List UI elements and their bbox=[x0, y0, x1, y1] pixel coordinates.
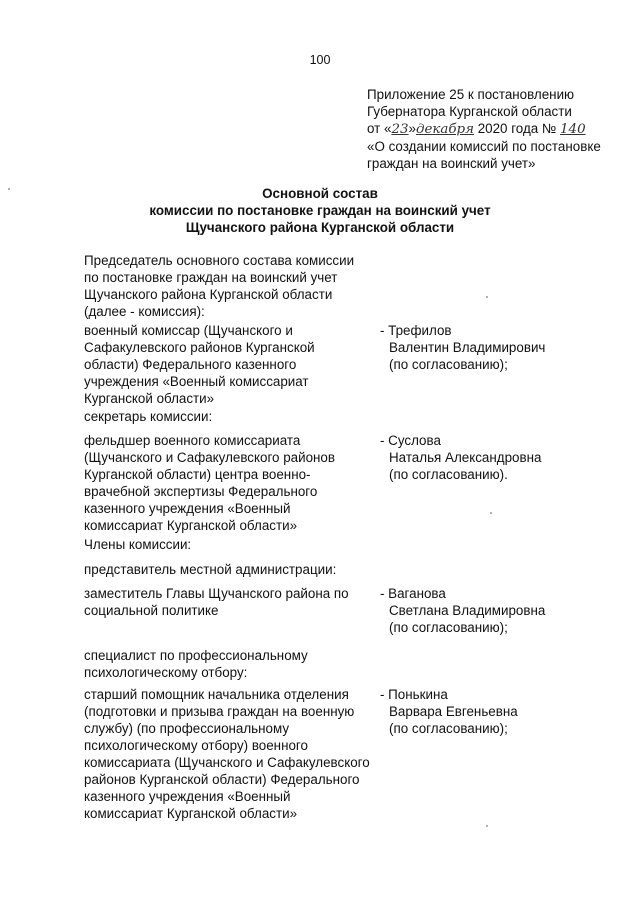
position-line: социальной политике bbox=[84, 603, 219, 618]
date-prefix: от « bbox=[367, 121, 392, 136]
position-line: комиссариата (Щучанского и Сафакулевского bbox=[84, 755, 370, 770]
document-title bbox=[0, 185, 640, 236]
position-line: старший помощник начальника отделения bbox=[84, 687, 349, 702]
chairman-heading-line: (далее - комиссия): bbox=[84, 304, 205, 319]
chairman-heading-line: по постановке граждан на воинский учет bbox=[84, 270, 338, 285]
member-name: Валентин Владимирович bbox=[389, 340, 546, 355]
member-note: (по согласованию). bbox=[389, 467, 508, 482]
psych-heading-line: специалист по профессиональному bbox=[84, 648, 308, 663]
member-surname: - Трефилов bbox=[380, 323, 452, 338]
appendix-line-2: Губернатора Курганской области bbox=[367, 104, 572, 119]
position-line: службу) (по профессиональному bbox=[84, 721, 290, 736]
title-line-2: комиссии по постановке граждан на воинский учет bbox=[149, 203, 491, 218]
member-note: (по согласованию); bbox=[389, 721, 508, 736]
chairman-heading-line: Председатель основного состава комиссии bbox=[84, 253, 355, 268]
position-line: врачебной экспертизы Федерального bbox=[84, 484, 318, 499]
member-position bbox=[84, 322, 369, 407]
chairman-heading-line: Щучанского района Курганской области bbox=[84, 287, 333, 302]
position-line: заместитель Главы Щучанского района по bbox=[84, 586, 349, 601]
member-name: Светлана Владимировна bbox=[389, 603, 546, 618]
member-position bbox=[84, 585, 369, 619]
member-surname: - Суслова bbox=[380, 433, 441, 448]
members-heading-text: Члены комиссии: bbox=[84, 537, 192, 552]
member-person bbox=[380, 585, 630, 636]
scan-speck bbox=[486, 296, 488, 298]
member-note: (по согласованию); bbox=[389, 620, 508, 635]
member-person bbox=[380, 322, 630, 373]
appendix-line-1: Приложение 25 к постановлению bbox=[367, 87, 575, 102]
local-admin-heading-text: представитель местной администрации: bbox=[84, 562, 337, 577]
position-line: фельдшер военного комиссариата bbox=[84, 433, 301, 448]
scan-speck bbox=[486, 825, 488, 827]
position-line: комиссариат Курганской области» bbox=[84, 518, 298, 533]
position-line: районов Курганской области) Федерального bbox=[84, 772, 360, 787]
position-line: Сафакулевского районов Курганской bbox=[84, 340, 315, 355]
scan-speck bbox=[490, 512, 492, 514]
position-line: психологическому отбору) военного bbox=[84, 738, 308, 753]
position-line: (Щучанского и Сафакулевского районов bbox=[84, 450, 335, 465]
appendix-line-4: «О создании комиссий по постановке bbox=[367, 139, 601, 154]
position-line: военный комиссар (Щучанского и bbox=[84, 323, 293, 338]
date-suffix: 2020 года № bbox=[473, 121, 561, 136]
position-line: Курганской области) центра военно- bbox=[84, 467, 311, 482]
member-surname: - Ваганова bbox=[380, 586, 446, 601]
member-person bbox=[380, 432, 630, 483]
title-line-1: Основной состав bbox=[262, 186, 378, 201]
appendix-line-5: граждан на воинский учет» bbox=[367, 156, 536, 171]
position-line: (подготовки и призыва граждан на военную bbox=[84, 704, 355, 719]
date-day: 23 bbox=[391, 122, 409, 137]
position-line: казенного учреждения «Военный bbox=[84, 501, 291, 516]
member-name: Наталья Александровна bbox=[389, 450, 542, 465]
position-line: комиссариат Курганской области» bbox=[84, 806, 298, 821]
position-line: области) Федерального казенного bbox=[84, 357, 297, 372]
doc-number: 140 bbox=[560, 122, 586, 137]
date-mid: » bbox=[408, 121, 416, 136]
page-number: 100 bbox=[309, 53, 331, 67]
member-surname: - Понькина bbox=[380, 687, 448, 702]
member-position bbox=[84, 686, 376, 822]
title-line-3: Щучанского района Курганской области bbox=[185, 220, 455, 235]
psych-heading-line: психологическому отбору: bbox=[84, 665, 248, 680]
appendix-date-line bbox=[367, 120, 637, 138]
position-line: учреждения «Военный комиссариат bbox=[84, 374, 309, 389]
member-person bbox=[380, 686, 630, 737]
date-month: декабря bbox=[415, 122, 474, 137]
position-line: казенного учреждения «Военный bbox=[84, 789, 291, 804]
secretary-heading-text: секретарь комиссии: bbox=[84, 409, 213, 424]
scan-speck bbox=[8, 188, 10, 190]
appendix-block bbox=[367, 86, 637, 172]
member-position bbox=[84, 432, 369, 534]
position-line: Курганской области» bbox=[84, 391, 215, 406]
member-note: (по согласованию); bbox=[389, 357, 508, 372]
member-name: Варвара Евгеньевна bbox=[389, 704, 518, 719]
